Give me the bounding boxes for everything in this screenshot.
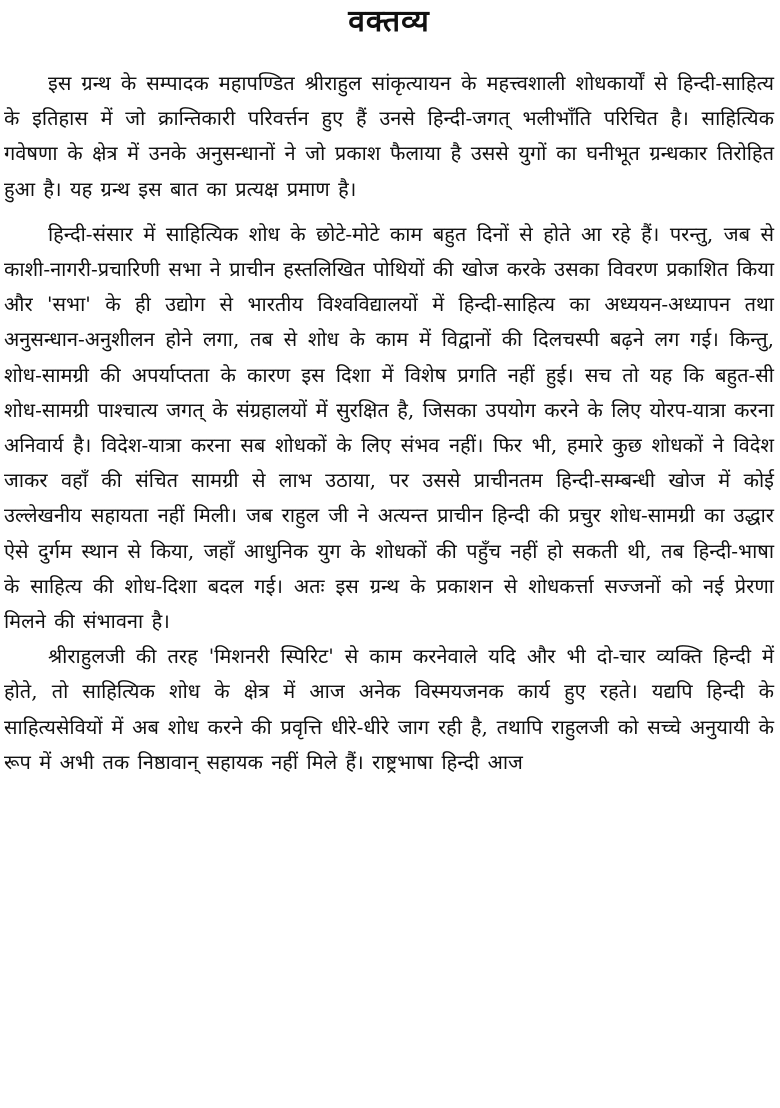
body-text bbox=[4, 66, 774, 780]
paragraph-2: हिन्दी-संसार में साहित्यिक शोध के छोटे-मोटे काम बहुत दिनों से होते आ रहे हैं। परन्तु, जब से काशी-नागरी-प्रचारिणी सभा ने प्राचीन हस्तलिखित पोथियों की खोज करके उसका विवरण प्रकाशित किया और 'सभा' के ही उद्योग से भारतीय विश्वविद्यालयों में हिन्दी-साहित्य का अध्ययन-अध्यापन तथा अनुसन्धान-अनुशीलन होने लगा, तब से शोध के काम में विद्वानों की दिलचस्पी बढ़ने लग गई। किन्तु, शोध-सामग्री की अपर्याप्तता के कारण इस दिशा में विशेष प्रगति नहीं हुई। सच तो यह कि बहुत-सी शोध-सामग्री पाश्चात्य जगत् के संग्रहालयों में सुरक्षित है, जिसका उपयोग करने के लिए योरप-यात्रा करना अनिवार्य है। विदेश-यात्रा करना सब शोधकों के लिए संभव नहीं। फिर भी, हमारे कुछ शोधकों ने विदेश जाकर वहाँ की संचित सामग्री से लाभ उठाया, पर उससे प्राचीनतम हिन्दी-सम्बन्धी खोज में कोई उल्लेखनीय सहायता नहीं मिली। जब राहुल जी ने अत्यन्त प्राचीन हिन्दी की प्रचुर शोध-सामग्री का उद्धार ऐसे दुर्गम स्थान से किया, जहाँ आधुनिक युग के शोधकों की पहुँच नहीं हो सकती थी, तब हिन्दी-भाषा के साहित्य की शोध-दिशा बदल गई। अतः इस ग्रन्थ के प्रकाशन से शोधकर्त्ता सज्जनों को नई प्रेरणा मिलने की संभावना है। bbox=[4, 221, 774, 634]
paragraph-3: श्रीराहुलजी की तरह 'मिशनरी स्पिरिट' से काम करनेवाले यदि और भी दो-चार व्यक्ति हिन्दी में होते, तो साहित्यिक शोध के क्षेत्र में आज अनेक विस्मयजनक कार्य हुए रहते। यद्यपि हिन्दी के साहित्यसेवियों में अब शोध करने की प्रवृत्ति धीरे-धीरे जाग रही है, तथापि राहुलजी को सच्चे अनुयायी के रूप में अभी तक निष्ठावान् सहायक नहीं मिले हैं। राष्ट्रभाषा हिन्दी आज bbox=[4, 644, 774, 774]
paragraph-1: इस ग्रन्थ के सम्पादक महापण्डित श्रीराहुल सांकृत्यायन के महत्त्वशाली शोधकार्यों से हिन्दी-साहित्य के इतिहास में जो क्रान्तिकारी परिवर्त्तन हुए हैं उनसे हिन्दी-जगत् भलीभाँति परिचित है। साहित्यिक गवेषणा के क्षेत्र में उनके अनुसन्धानों ने जो प्रकाश फैलाया है उससे युगों का घनीभूत ग्रन्धकार तिरोहित हुआ है। यह ग्रन्थ इस बात का प्रत्यक्ष प्रमाण है। bbox=[4, 71, 774, 201]
page-title: वक्तव्य bbox=[348, 4, 430, 39]
